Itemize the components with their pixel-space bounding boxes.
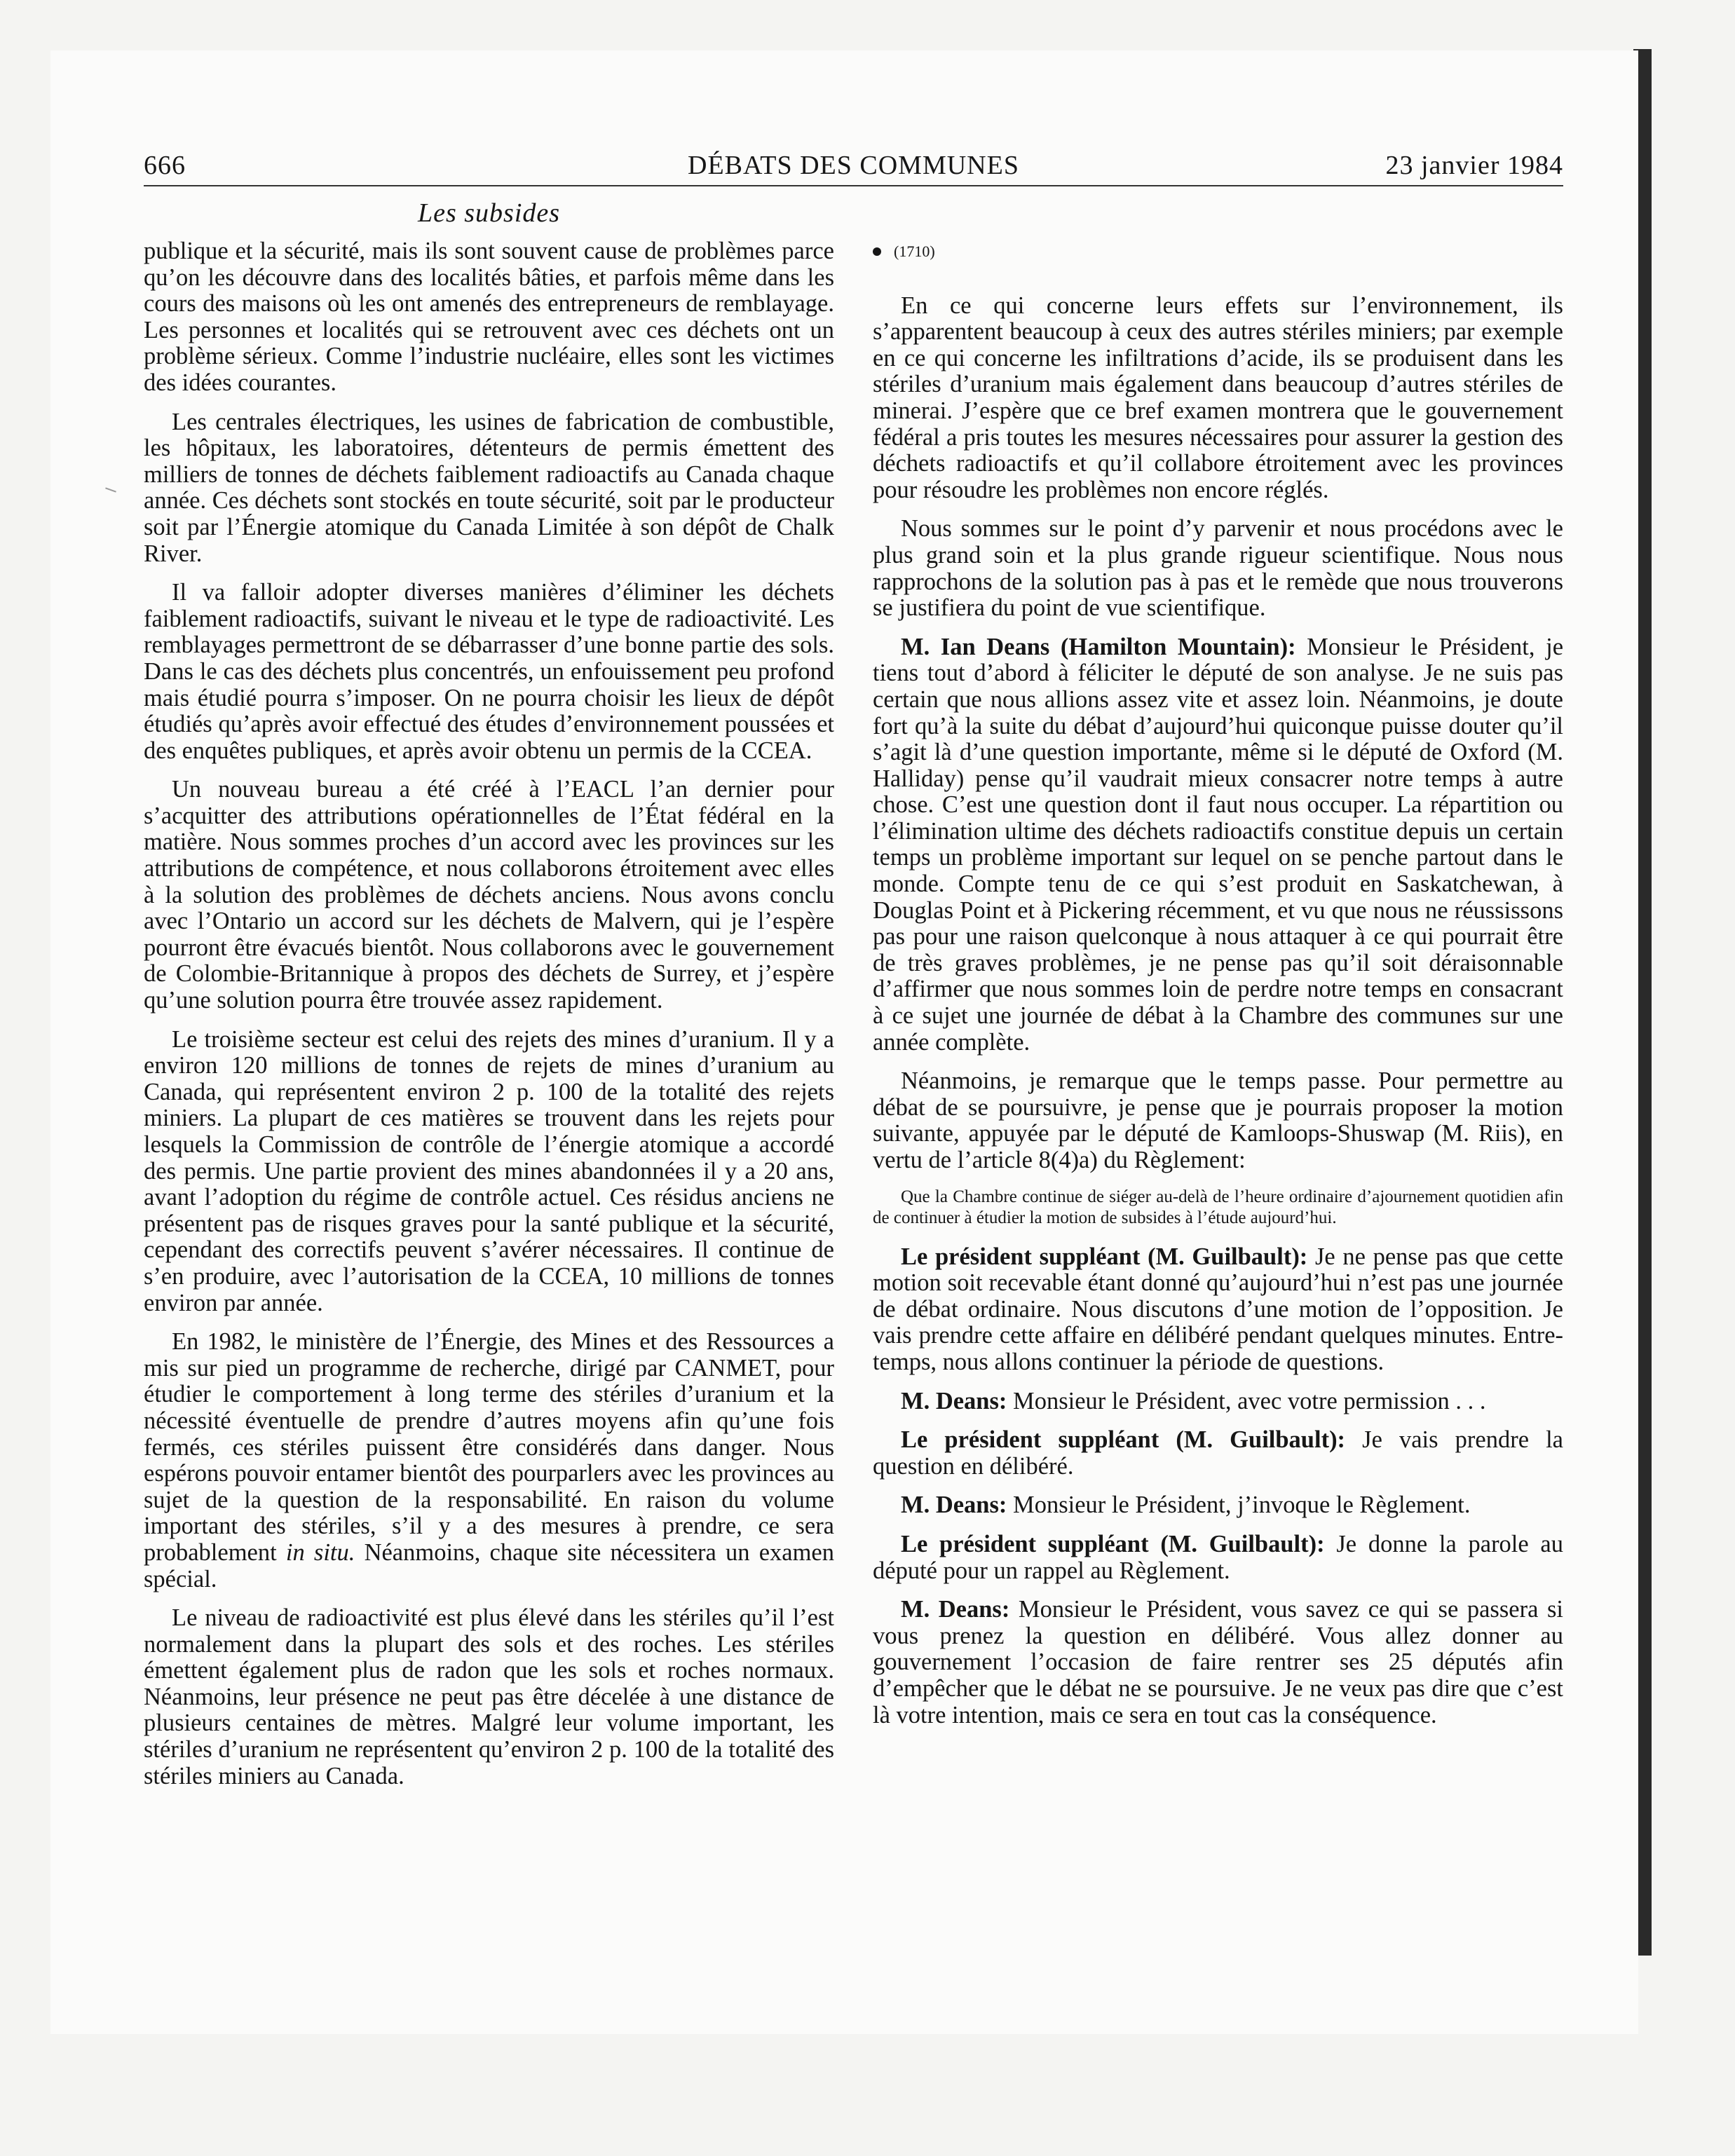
paragraph: publique et la sécurité, mais ils sont souvent cause de problèmes parce qu’on les découvre dans des localités bâties, et parfois même dans les cours des maisons où les ont amenés des entrepreneurs de remblayage. Les personnes et localités qui se retrouvent avec ces déchets ont un problème sérieux. Comme l’industrie nucléaire, elles sont les victimes des idées courantes. bbox=[144, 238, 834, 396]
paragraph: Les centrales électriques, les usines de fabrication de combustible, les hôpitaux, les laboratoires, détenteurs de permis émettent des milliers de tonnes de déchets faiblement radioactifs au Canada chaque année. Ces déchets sont stockés en toute sécurité, soit par le producteur soit par l’Énergie atomique du Canada Limitée à son dépôt de Chalk River. bbox=[144, 408, 834, 567]
paragraph bbox=[144, 1329, 834, 1592]
speaker-name: M. Deans: bbox=[901, 1492, 1007, 1519]
page-header bbox=[144, 146, 1563, 186]
speech bbox=[873, 1427, 1563, 1480]
paragraph: En ce qui concerne leurs effets sur l’environnement, ils s’apparentent beaucoup à ceux des autres stériles miniers; par exemple en ce qui concerne les infiltrations d’acide, ils se produisent dans les stériles d’uranium mais également dans beaucoup d’autres stériles de minerai. J’espère que ce bref examen montrera que le gouvernement fédéral a pris toutes les mesures nécessaires pour assurer la gestion des déchets radioactifs et qu’il collabore étroitement avec les provinces pour résoudre les problèmes non encore réglés. bbox=[873, 292, 1563, 503]
speech-text: Je vais prendre la question en délibéré. bbox=[873, 1426, 1563, 1480]
speech-text: Néanmoins, je remarque que le temps passe. Pour permettre au débat de se poursuivre, je pense que je pourrais proposer la motion suivante, appuyée par le député de Kamloops-Shuswap (M. Riis), en vertu de l’article 8(4)a) du Règlement: bbox=[873, 1067, 1563, 1173]
paragraph-text: En 1982, le ministère de l’Énergie, des Mines et des Ressources a mis sur pied un programme de recherche, dirigé par CANMET, pour étudier le comportement à long terme des stériles d’uranium et la nécessité éventuelle de prendre d’autres moyens afin qu’une fois fermés, ces stériles puissent être considérés dans danger. Nous espérons pouvoir entamer bientôt des pourparlers avec les provinces au sujet de la question de la responsabilité. En raison du volume important des stériles, s’il y a des mesures à prendre, ce sera probablement bbox=[144, 1328, 834, 1566]
speech bbox=[873, 1597, 1563, 1728]
page-number: 666 bbox=[144, 151, 186, 180]
speech-text: Monsieur le Président, vous savez ce qui se passera si vous prenez la question en délibéré. Vous allez donner au gouvernement l’occasion de faire rentrer ses 25 députés afin d’empêcher que le débat ne se poursuive. Je ne veux pas dire que c’est là votre intention, mais ce sera en tout cas la conséquence. bbox=[873, 1596, 1563, 1728]
right-column bbox=[873, 238, 1563, 1741]
paragraph: Un nouveau bureau a été créé à l’EACL l’an dernier pour s’acquitter des attributions opérationnelles de l’État fédéral en la matière. Nous sommes proches d’un accord avec les provinces sur les attributions de compétence, et nous collaborons étroitement avec elles à la solution des problèmes de déchets anciens. Nous avons conclu avec l’Ontario un accord sur les déchets de Malvern, qui je l’espère pourront être évacués bientôt. Nous collaborons avec le gouvernement de Colombie-Britannique à propos des déchets de Surrey, et j’espère qu’une solution pourra être trouvée assez rapidement. bbox=[144, 776, 834, 1014]
italic-term: in situ. bbox=[285, 1538, 355, 1566]
speech-text: Je donne la parole au député pour un rappel au Règlement. bbox=[873, 1530, 1563, 1584]
time-marker-text: (1710) bbox=[894, 243, 935, 260]
publication-title: DÉBATS DES COMMUNES bbox=[688, 151, 1019, 180]
bullet-dot-icon bbox=[873, 247, 881, 256]
speaker-name: Le président suppléant (M. Guilbault): bbox=[901, 1530, 1325, 1557]
time-marker bbox=[873, 238, 1563, 265]
speech bbox=[873, 1531, 1563, 1584]
speaker-name: Le président suppléant (M. Guilbault): bbox=[901, 1243, 1308, 1270]
speech-text: Monsieur le Président, avec votre permission . . . bbox=[1007, 1387, 1486, 1414]
speech-text: Je ne pense pas que cette motion soit recevable étant donné qu’aujourd’hui n’est pas une journée de débat ordinaire. Nous discutons d’une motion de l’opposition. Je vais prendre cette affaire en délibéré pendant quelques minutes. Entre-temps, nous allons continuer la période de questions. bbox=[873, 1243, 1564, 1375]
motion-quote: Que la Chambre continue de siéger au-delà de l’heure ordinaire d’ajournement quotidien afin de continuer à étudier la motion de subsides à l’étude aujourd’hui. bbox=[873, 1187, 1563, 1227]
speaker-name: M. Deans: bbox=[901, 1387, 1007, 1414]
speech-text: Monsieur le Président, j’invoque le Règlement. bbox=[1007, 1492, 1471, 1519]
speech bbox=[873, 1068, 1563, 1173]
paragraph: Il va falloir adopter diverses manières d’éliminer les déchets faiblement radioactifs, suivant le niveau et le type de radioactivité. Les remblayages permettront de se débarrasser d’une bonne partie des sols. Dans le cas des déchets plus concentrés, un enfouissement peu profond mais étudié pourra s’imposer. On ne pourra choisir les lieux de dépôt étudiés qu’après avoir effectué des études d’environnement poussées et des enquêtes publiques, et après avoir obtenu un permis de la CCEA. bbox=[144, 579, 834, 764]
speaker-name: M. Ian Deans (Hamilton Mountain): bbox=[901, 633, 1296, 660]
paragraph: Le troisième secteur est celui des rejets des mines d’uranium. Il y a environ 120 millions de tonnes de rejets de mines d’uranium au Canada, qui représentent environ 2 p. 100 de la totalité des rejets miniers. La plupart de ces matières se trouvent dans les rejets pour lesquels la Commission de contrôle de l’énergie atomique a accordé des permis. Une partie provient des mines abandonnées il y a 20 ans, avant l’adoption du régime de contrôle actuel. Ces résidus anciens ne présentent pas de risques graves pour la santé publique et la sécurité, cependant des correctifs peuvent s’avérer nécessaires. Il continue de s’en produire, avec l’autorisation de la CCEA, 10 millions de tonnes environ par année. bbox=[144, 1025, 834, 1316]
paragraph-text: Néanmoins, chaque site nécessitera un examen spécial. bbox=[144, 1538, 834, 1592]
section-subhead: Les subsides bbox=[417, 198, 561, 228]
speech bbox=[873, 634, 1563, 1056]
speech bbox=[873, 1244, 1563, 1376]
speech bbox=[873, 1389, 1563, 1415]
speech-text: Monsieur le Président, je tiens tout d’abord à féliciter le député de son analyse. Je ne suis pas certain que nous allions assez vite et assez loin. Néanmoins, je doute fort qu’à la suite du débat d’aujourd’hui quiconque puisse douter qu’il s’agit là d’une question importante, même si le député de Oxford (M. Halliday) pense qu’il vaudrait mieux consacrer notre temps à autre chose. C’est une question dont il faut nous occuper. La répartition ou l’élimination ultime des déchets radioactifs constitue depuis un certain temps un problème important sur lequel on se penche partout dans le monde. Compte tenu de ce qui s’est produit en Saskatchewan, à Douglas Point et à Pickering récemment, et vu que nous ne réussissons pas pour une raison quelconque à nous attaquer à ce qui pourrait être de très graves problèmes, je ne pense pas qu’il soit déraisonnable d’affirmer que nous sommes loin de perdre notre temps en consacrant à ce sujet une journée de débat à la Chambre des communes sur une année complète. bbox=[873, 633, 1564, 1056]
speaker-name: M. Deans: bbox=[901, 1596, 1010, 1623]
paragraph: Le niveau de radioactivité est plus élevé dans les stériles qu’il l’est normalement dans la plupart des sols et des roches. Les stériles émettent également plus de radon que les sols et roches normaux. Néanmoins, leur présence ne peut pas être décelée à une distance de plusieurs centaines de mètres. Malgré leur volume important, les stériles d’uranium ne représentent qu’environ 2 p. 100 de la totalité des stériles miniers au Canada. bbox=[144, 1604, 834, 1789]
left-column bbox=[144, 238, 834, 1802]
issue-date: 23 janvier 1984 bbox=[1385, 151, 1563, 180]
paragraph: Nous sommes sur le point d’y parvenir et nous procédons avec le plus grand soin et la plus grande rigueur scientifique. Nous nous rapprochons de la solution pas à pas et le remède que nous trouverons se justifiera du point de vue scientifique. bbox=[873, 515, 1563, 622]
speech bbox=[873, 1492, 1563, 1519]
speaker-name: Le président suppléant (M. Guilbault): bbox=[901, 1426, 1346, 1454]
